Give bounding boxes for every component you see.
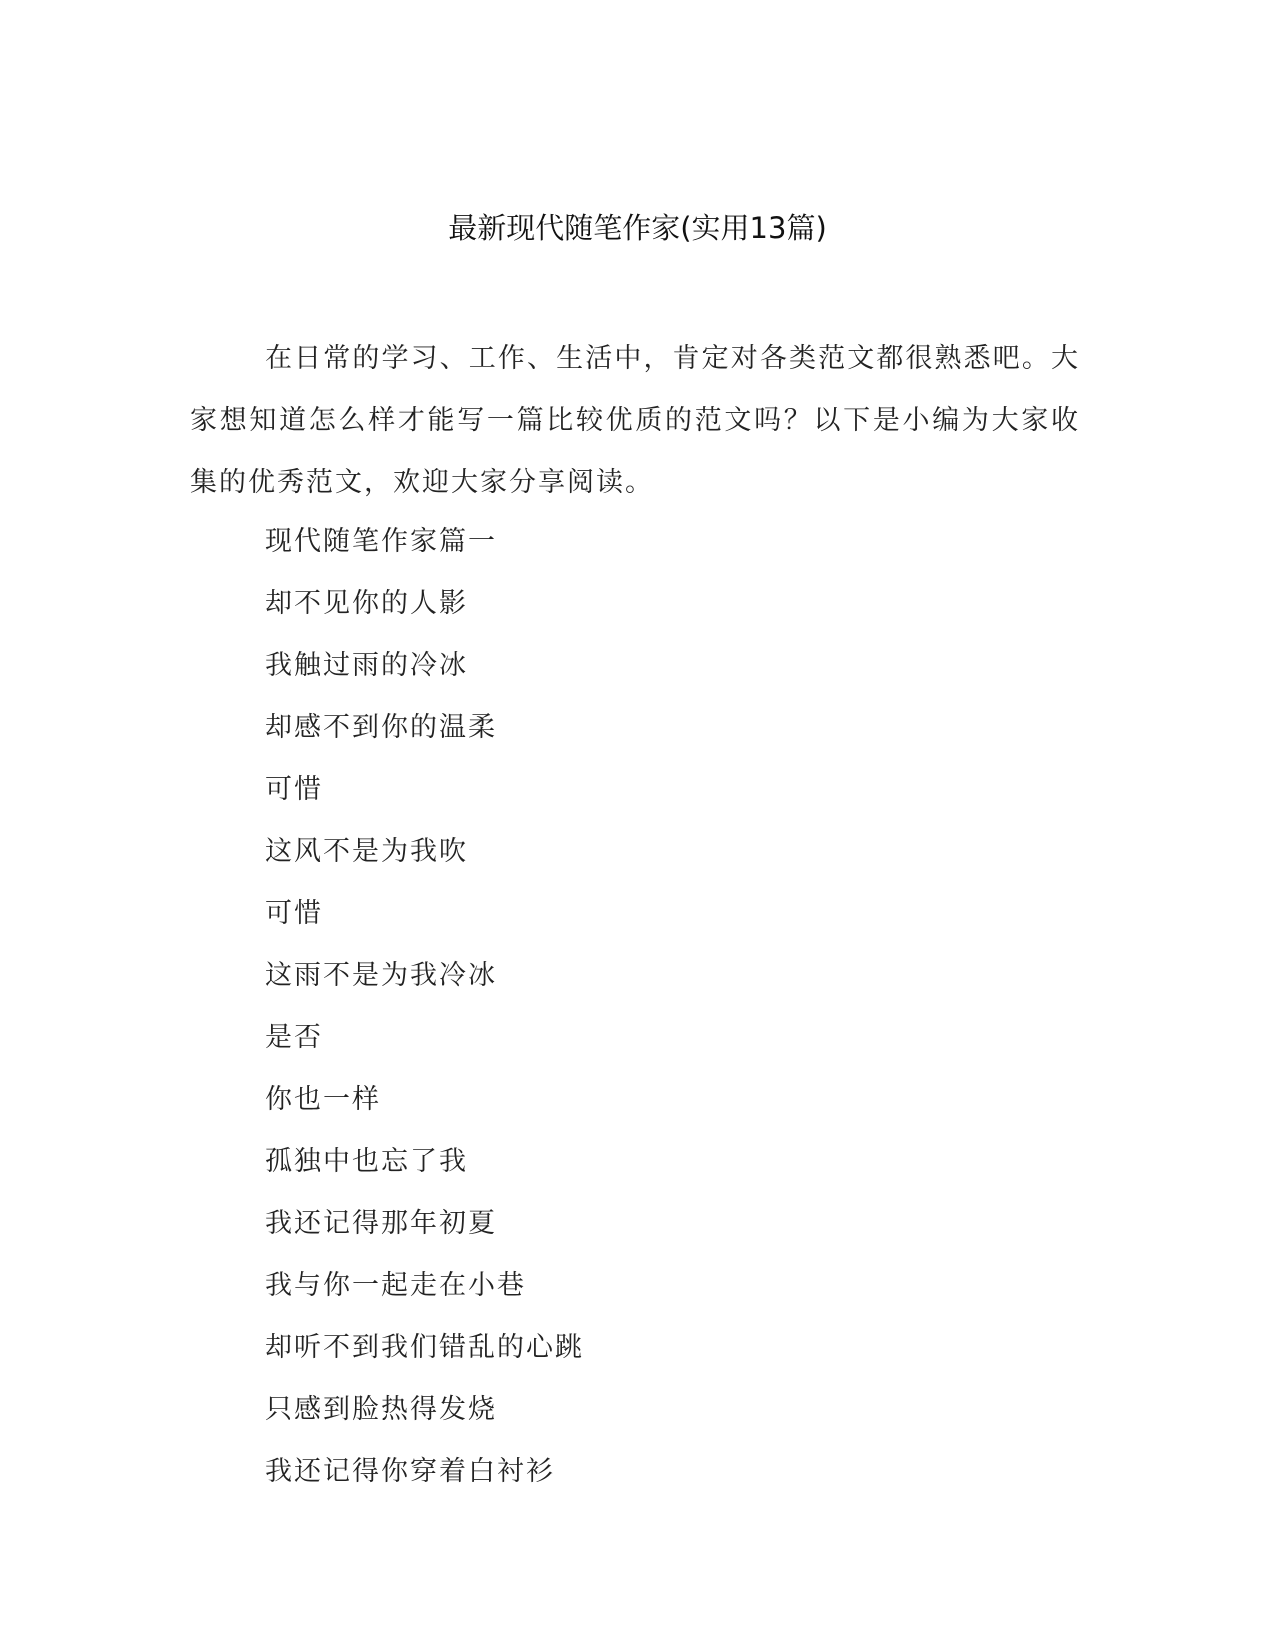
poem-line: 我还记得你穿着白衬衫: [265, 1456, 555, 1487]
poem-line: 我与你一起走在小巷: [265, 1270, 526, 1301]
poem-line: 我触过雨的冷冰: [265, 650, 468, 681]
poem-line: 孤独中也忘了我: [265, 1146, 468, 1177]
intro-paragraph: 在日常的学习、工作、生活中，肯定对各类范文都很熟悉吧。大家想知道怎么样才能写一篇比较优质的范文吗？以下是小编为大家收集的优秀范文，欢迎大家分享阅读。: [190, 343, 1080, 498]
poem-line: 却不见你的人影: [265, 588, 468, 619]
poem-line: 现代随笔作家篇一: [265, 526, 497, 557]
poem-line: 却听不到我们错乱的心跳: [265, 1332, 584, 1363]
poem-line: 这风不是为我吹: [265, 836, 468, 867]
poem-line: 可惜: [265, 774, 323, 805]
poem-lines: [265, 511, 584, 1503]
poem-line: 我还记得那年初夏: [265, 1208, 497, 1239]
poem-line: 只感到脸热得发烧: [265, 1394, 497, 1425]
poem-line: 是否: [265, 1022, 323, 1053]
poem-line: 却感不到你的温柔: [265, 712, 497, 743]
document-title: 最新现代随笔作家(实用13篇): [448, 211, 827, 245]
poem-line: 这雨不是为我冷冰: [265, 960, 497, 991]
poem-line: 可惜: [265, 898, 323, 929]
poem-line: 你也一样: [265, 1084, 381, 1115]
